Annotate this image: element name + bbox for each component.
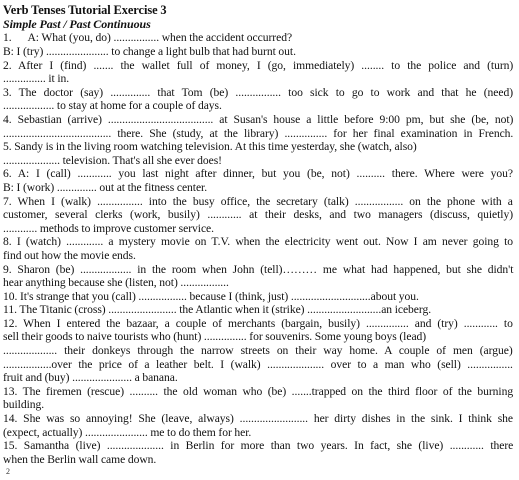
page-title: Verb Tenses Tutorial Exercise 3 [3,3,167,17]
exercise-body [3,31,515,466]
exercise-line: 3. The doctor (say) .............. that Tom (be) ................ too sick to go to work and that he (need) [3,85,514,99]
exercise-line: 9. Sharon (be) .................. in the room when John (tell)……… me what had happened, but she didn't [3,262,514,276]
exercise-line: 12. When I entered the bazaar, a couple of merchants (bargain, busily) ............... and (try) ............ to [3,316,513,330]
exercise-line: hear anything because she (listen, not) ................. [3,276,229,290]
exercise-line: customer, several clerks (work, busily) ............ at their desks, and two managers (discuss, quietly) [3,208,514,222]
exercise-line: 11. The Titanic (cross) ........................ the Atlantic when it (strike) ..........................an iceberg. [3,303,432,317]
exercise-line: 5. Sandy is in the living room watching television. At this time yesterday, she (watch, also) [3,140,417,154]
exercise-line: 1. A: What (you, do) ................ when the accident occurred? [3,31,293,45]
exercise-page [3,3,515,479]
exercise-line: ...................................... there. She (study, at the library) ............... for her final examination in French. [3,126,514,140]
exercise-line: 14. She was so annoying! She (leave, always) ........................ her dirty dishes in the sink. I think she [3,412,514,426]
exercise-line: ............... it in. [3,72,70,86]
exercise-line: fruit and (buy) ..................... a banana. [3,371,178,385]
exercise-line: building. [3,398,45,412]
exercise-line: ................... their donkeys through the narrow streets on their way home. A couple of men (argue) [3,344,513,358]
exercise-line: 13. The firemen (rescue) .......... the old woman who (be) .......trapped on the third floor of the burning [3,384,514,398]
page-subtitle: Simple Past / Past Continuous [3,17,151,32]
exercise-line: 6. A: I (call) ............ you last night after dinner, but you (be, not) .......... there. Where were you? [3,167,513,181]
exercise-line: B: I (try) ...................... to change a light bulb that had burnt out. [3,45,296,58]
exercise-line: find out how the movie ends. [3,248,136,262]
exercise-line: sell their goods to naive tourists who (hunt) ............... for souvenirs. Some young boys (lead) [3,330,427,344]
exercise-line: 4. Sebastian (arrive) ..................................... at Susan's house a little before 9:00 pm, but she (be, not) [3,112,514,126]
exercise-line: .................over the price of a leather belt. I (walk) .................... over to a man who (sell) ................ [3,357,513,371]
exercise-line: 15. Samantha (live) .................... in Berlin for more than two years. In fact, she (live) ............ there [3,439,514,453]
exercise-line: when the Berlin wall came down. [3,452,157,466]
exercise-line: B: I (work) .............. out at the fitness center. [3,180,208,194]
exercise-line: 10. It's strange that you (call) ................. because I (think, just) ............................about you. [3,289,419,303]
exercise-line: 2. After I (find) ....... the wallet full of money, I (go, immediately) ........ to the police and (turn) [3,58,514,72]
exercise-line: .................. to stay at home for a couple of days. [3,99,222,113]
exercise-line: ............ methods to improve customer service. [3,221,214,235]
exercise-line: 7. When I (walk) ................ into the busy office, the secretary (talk) ................. on the phone with a [3,194,513,208]
exercise-line: .................... television. That's all she ever does! [3,153,222,167]
exercise-line: (expect, actually) ...................... me to do them for her. [3,425,252,439]
corner-mark: 2 [6,467,10,476]
exercise-line: 8. I (watch) ............. a mystery movie on T.V. when the electricity went out. Now I am never going to [3,235,514,249]
